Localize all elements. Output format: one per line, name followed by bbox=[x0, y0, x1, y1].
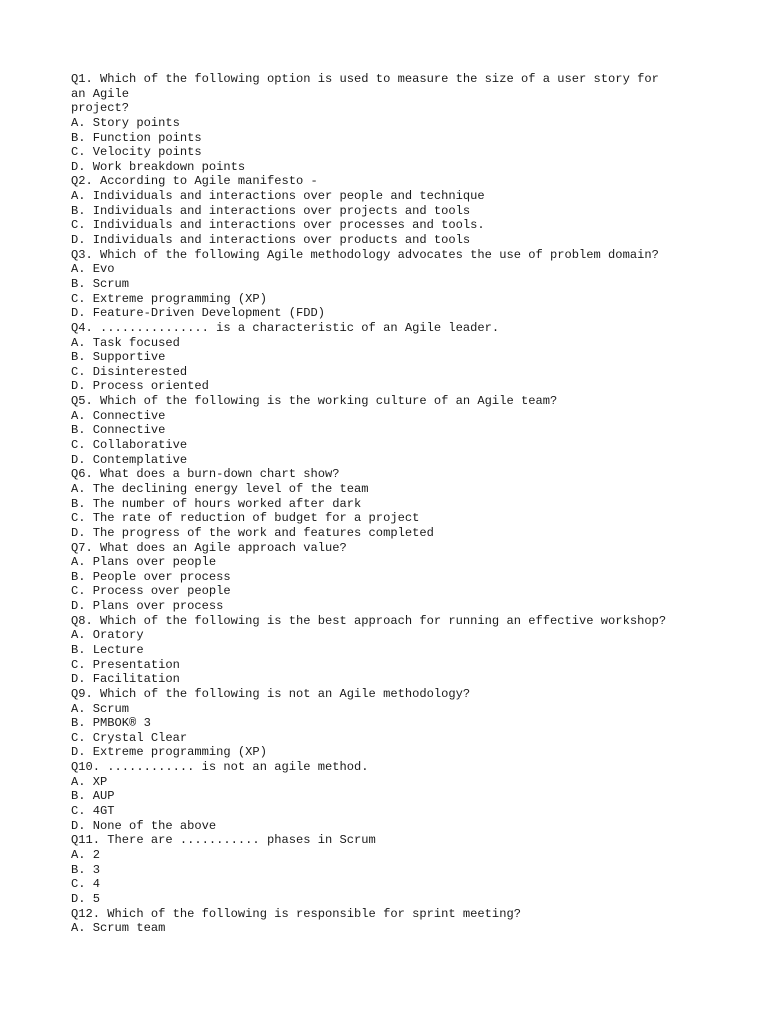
document-line: D. Individuals and interactions over products and tools bbox=[71, 233, 471, 248]
document-line: B. Supportive bbox=[71, 350, 166, 365]
document-line: C. 4GT bbox=[71, 804, 115, 819]
document-line: C. Presentation bbox=[71, 657, 180, 672]
document-line: Q7. What does an Agile approach value? bbox=[71, 540, 347, 555]
document-line: D. Plans over process bbox=[71, 599, 224, 614]
document-line: Q12. Which of the following is responsible for sprint meeting? bbox=[71, 906, 521, 921]
document-line: B. The number of hours worked after dark bbox=[71, 496, 362, 511]
document-line: D. Extreme programming (XP) bbox=[71, 745, 267, 760]
document-line: A. Task focused bbox=[71, 335, 180, 350]
document-line: C. Process over people bbox=[71, 584, 231, 599]
document-line: D. Contemplative bbox=[71, 452, 188, 467]
document-line: D. None of the above bbox=[71, 818, 217, 833]
document-line: D. Process oriented bbox=[71, 379, 209, 394]
document-line: B. Connective bbox=[71, 423, 166, 438]
document-line: D. Feature-Driven Development (FDD) bbox=[71, 306, 326, 321]
document-line: D. The progress of the work and features completed bbox=[71, 525, 434, 540]
document-line: C. Crystal Clear bbox=[71, 730, 188, 745]
document-line: A. Scrum team bbox=[71, 921, 166, 936]
document-line: A. XP bbox=[71, 774, 108, 789]
document-line: B. Function points bbox=[71, 130, 202, 145]
document-line: B. Scrum bbox=[71, 276, 130, 291]
document-line: B. 3 bbox=[71, 862, 101, 877]
document-line: Q11. There are ........... phases in Scrum bbox=[71, 833, 376, 848]
document-line: D. Work breakdown points bbox=[71, 159, 246, 174]
document-line: B. AUP bbox=[71, 789, 115, 804]
document-line: A. Oratory bbox=[71, 628, 144, 643]
document-line: C. Extreme programming (XP) bbox=[71, 291, 267, 306]
document-line: B. People over process bbox=[71, 569, 231, 584]
document-line: A. Plans over people bbox=[71, 555, 217, 570]
document-line: A. The declining energy level of the team bbox=[71, 481, 369, 496]
document-line: C. Disinterested bbox=[71, 364, 188, 379]
document-line: B. PMBOK® 3 bbox=[71, 716, 151, 731]
document-line: C. 4 bbox=[71, 877, 101, 892]
document-line: Q6. What does a burn-down chart show? bbox=[71, 467, 340, 482]
document-line: C. Velocity points bbox=[71, 145, 202, 160]
document-line: Q2. According to Agile manifesto - bbox=[71, 174, 318, 189]
document-line: Q4. ............... is a characteristic of an Agile leader. bbox=[71, 320, 500, 335]
document-line: A. Evo bbox=[71, 262, 115, 277]
document-line: D. 5 bbox=[71, 891, 101, 906]
document-line: B. Individuals and interactions over projects and tools bbox=[71, 203, 471, 218]
document-body bbox=[71, 72, 711, 936]
document-line: C. Individuals and interactions over processes and tools. bbox=[71, 218, 485, 233]
document-line: A. Connective bbox=[71, 408, 166, 423]
document-line: B. Lecture bbox=[71, 642, 144, 657]
document-line: an Agile bbox=[71, 86, 130, 101]
document-line: A. Scrum bbox=[71, 701, 130, 716]
document-line: Q1. Which of the following option is used to measure the size of a user story for bbox=[71, 72, 659, 86]
document-line: Q10. ............ is not an agile method. bbox=[71, 760, 369, 775]
document-line: D. Facilitation bbox=[71, 672, 180, 687]
document-line: A. Story points bbox=[71, 115, 180, 130]
document-line: C. Collaborative bbox=[71, 438, 188, 453]
document-line: Q8. Which of the following is the best approach for running an effective workshop? bbox=[71, 613, 667, 628]
document-line: Q3. Which of the following Agile methodology advocates the use of problem domain? bbox=[71, 247, 659, 262]
document-line: A. 2 bbox=[71, 847, 101, 862]
document-line: A. Individuals and interactions over people and technique bbox=[71, 189, 485, 204]
document-line: C. The rate of reduction of budget for a project bbox=[71, 511, 420, 526]
document-line: Q9. Which of the following is not an Agile methodology? bbox=[71, 686, 471, 701]
document-line: Q5. Which of the following is the working culture of an Agile team? bbox=[71, 394, 558, 409]
document-line: project? bbox=[71, 101, 130, 116]
